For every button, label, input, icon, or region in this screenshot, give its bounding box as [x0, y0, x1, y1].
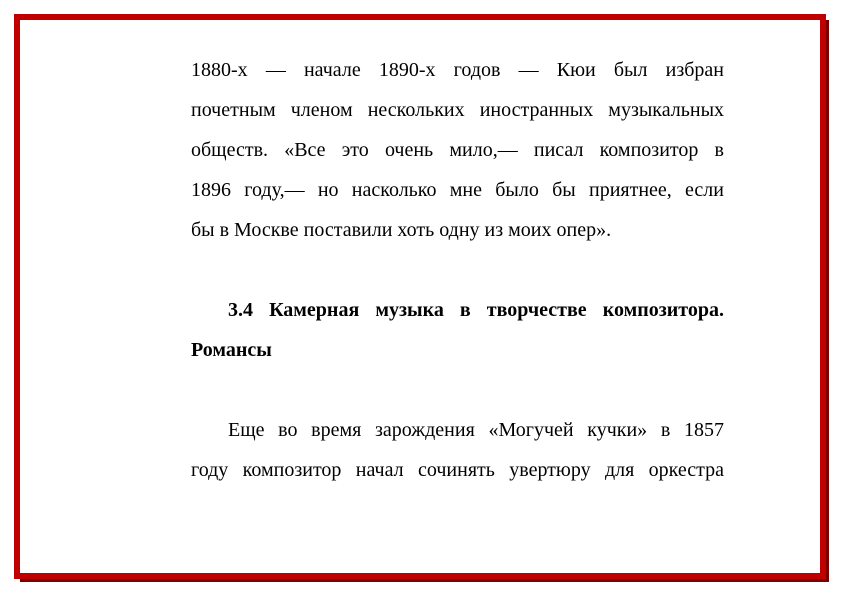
- paragraph-line: году композитор начал сочинять увертюру для оркестра: [191, 459, 724, 481]
- paragraph-1: [191, 50, 724, 250]
- section-heading: [191, 290, 724, 370]
- heading-line: Романсы: [191, 339, 272, 361]
- frame-shadow-right: [826, 20, 829, 582]
- paragraph-line: обществ. «Все это очень мило,— писал композитор в: [191, 139, 724, 161]
- heading-line: 3.4 Камерная музыка в творчестве композитора.: [228, 299, 724, 321]
- paragraph-line: почетным членом нескольких иностранных музыкальных: [191, 99, 724, 121]
- paragraph-2: [191, 410, 724, 490]
- paragraph-line: 1896 году,— но насколько мне было бы приятнее, если: [191, 179, 724, 201]
- paragraph-line: бы в Москве поставили хоть одну из моих опер».: [191, 219, 612, 241]
- document-body: [191, 50, 724, 490]
- paragraph-line: 1880-х — начале 1890-х годов — Кюи был избран: [191, 59, 724, 81]
- paragraph-line: Еще во время зарождения «Могучей кучки» в 1857: [228, 419, 724, 441]
- frame-shadow-bottom: [20, 579, 829, 582]
